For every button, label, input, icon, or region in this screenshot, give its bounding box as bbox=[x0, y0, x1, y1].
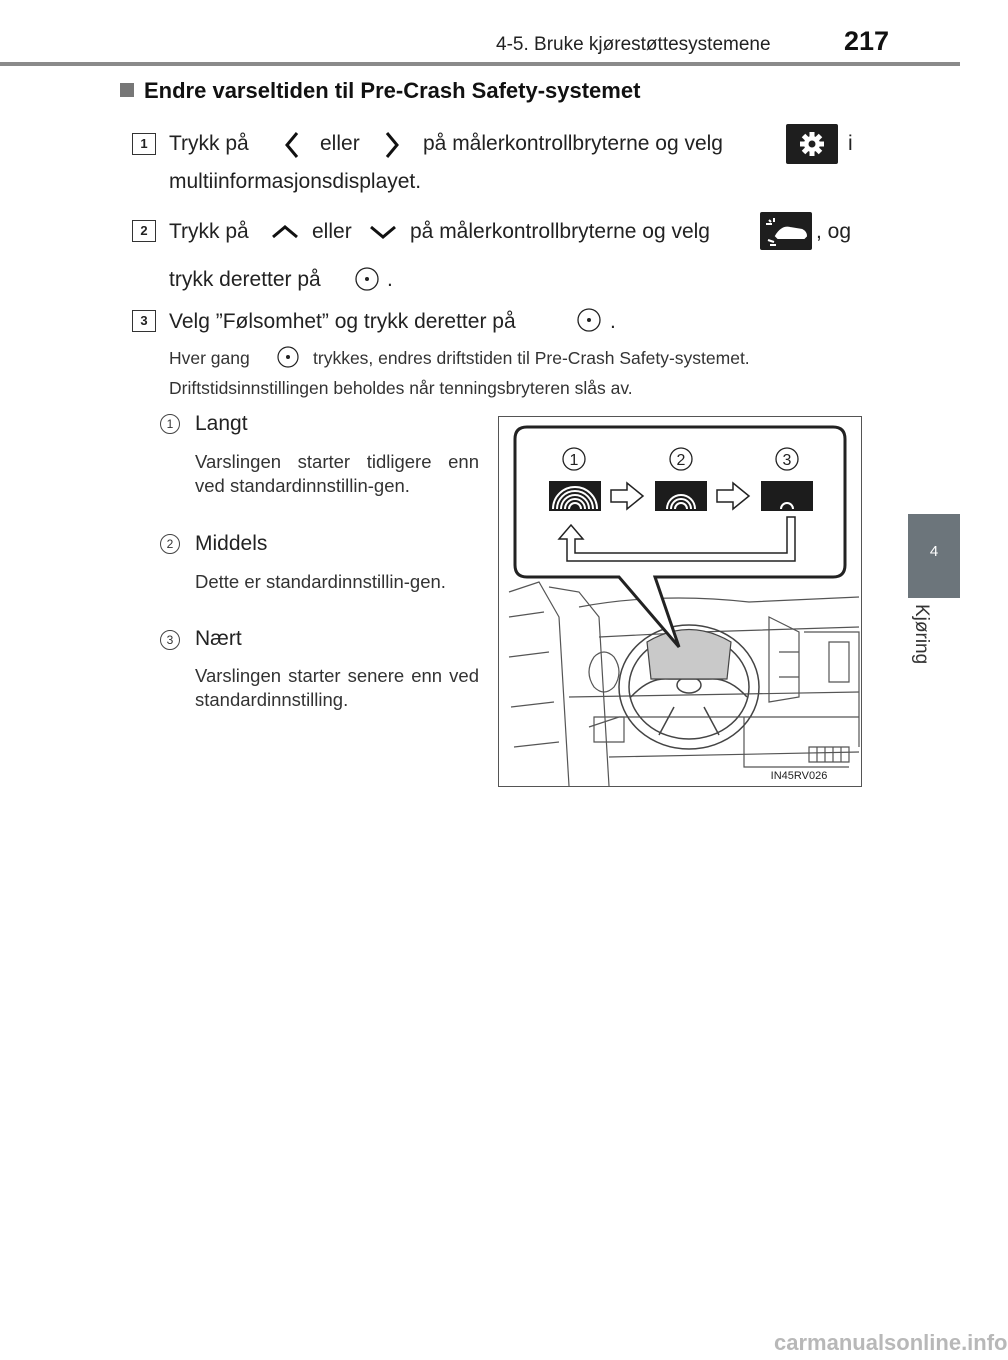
step-2-text-line2b: . bbox=[387, 268, 393, 291]
option-3-number: 3 bbox=[160, 630, 180, 650]
sensitivity-middle-icon bbox=[655, 481, 707, 511]
chapter-title: Kjøring bbox=[911, 604, 932, 665]
ok-button-icon bbox=[354, 266, 380, 292]
step-3-text-b: . bbox=[610, 310, 616, 333]
header-section-title: 4-5. Bruke kjørestøttesystemene bbox=[496, 34, 771, 55]
pre-crash-safety-icon bbox=[760, 212, 812, 250]
step-2-text-line2a: trykk deretter på bbox=[169, 268, 321, 291]
ok-button-icon bbox=[576, 307, 602, 333]
chevron-down-icon bbox=[368, 222, 398, 242]
step-2-text-c: på målerkontrollbryterne og velg bbox=[410, 220, 710, 243]
note-line-1a: Hver gang bbox=[169, 348, 250, 368]
step-2-text-d: , og bbox=[816, 220, 852, 243]
illustration-label-1: 1 bbox=[569, 452, 579, 469]
watermark: carmanualsonline.info bbox=[774, 1330, 1008, 1355]
settings-gear-icon bbox=[786, 124, 838, 164]
option-3-description: Varslingen starter senere enn ved standardinnstilling. bbox=[195, 665, 479, 710]
step-3-text-a: Velg ”Følsomhet” og trykk deretter på bbox=[169, 310, 516, 333]
chapter-number: 4 bbox=[929, 543, 939, 560]
illustration-code: IN45RV026 bbox=[770, 770, 828, 782]
chapter-label bbox=[912, 604, 942, 684]
step-1-number: 1 bbox=[132, 133, 156, 155]
dashboard-drawing bbox=[499, 417, 861, 786]
option-1-description: Varslingen starter tidligere enn ved standardinnstillin-gen. bbox=[195, 451, 479, 496]
section-title-text: Endre varseltiden til Pre-Crash Safety-systemet bbox=[144, 78, 641, 103]
step-1-text-c: på målerkontrollbryterne og velg bbox=[423, 132, 723, 155]
illustration-label-3: 3 bbox=[782, 452, 792, 469]
page-number: 217 bbox=[844, 26, 890, 56]
step-2-text-b: eller bbox=[312, 220, 352, 243]
step-1-text-b: eller bbox=[320, 132, 360, 155]
step-1-text-d: i bbox=[848, 132, 853, 155]
step-3-number: 3 bbox=[132, 310, 156, 332]
section-bullet-icon bbox=[120, 83, 134, 97]
step-2-text-a: Trykk på bbox=[169, 220, 249, 243]
option-1-number: 1 bbox=[160, 414, 180, 434]
option-1-title: Langt bbox=[195, 412, 248, 435]
note-line-2: Driftstidsinnstillingen beholdes når tenningsbryteren slås av. bbox=[169, 378, 633, 398]
chevron-right-icon bbox=[382, 130, 402, 160]
option-2-number: 2 bbox=[160, 534, 180, 554]
note-line-1b: trykkes, endres driftstiden til Pre-Crash Safety-systemet. bbox=[313, 348, 750, 368]
header-rule bbox=[0, 62, 960, 66]
illustration-label-2: 2 bbox=[676, 452, 686, 469]
section-title bbox=[120, 78, 640, 104]
step-1-text-a: Trykk på bbox=[169, 132, 249, 155]
chevron-up-icon bbox=[270, 222, 300, 242]
step-1-text-line2: multiinformasjonsdisplayet. bbox=[169, 170, 422, 193]
option-3-title: Nært bbox=[195, 627, 242, 650]
chapter-tab bbox=[908, 514, 960, 598]
step-2-number: 2 bbox=[132, 220, 156, 242]
sensitivity-near-icon bbox=[761, 481, 813, 511]
option-2-title: Middels bbox=[195, 532, 268, 555]
option-2-description: Dette er standardinnstillin-gen. bbox=[195, 571, 446, 592]
ok-button-icon bbox=[276, 345, 300, 369]
chevron-left-icon bbox=[282, 130, 302, 160]
sensitivity-far-icon bbox=[549, 481, 601, 511]
dashboard-illustration bbox=[498, 416, 862, 787]
